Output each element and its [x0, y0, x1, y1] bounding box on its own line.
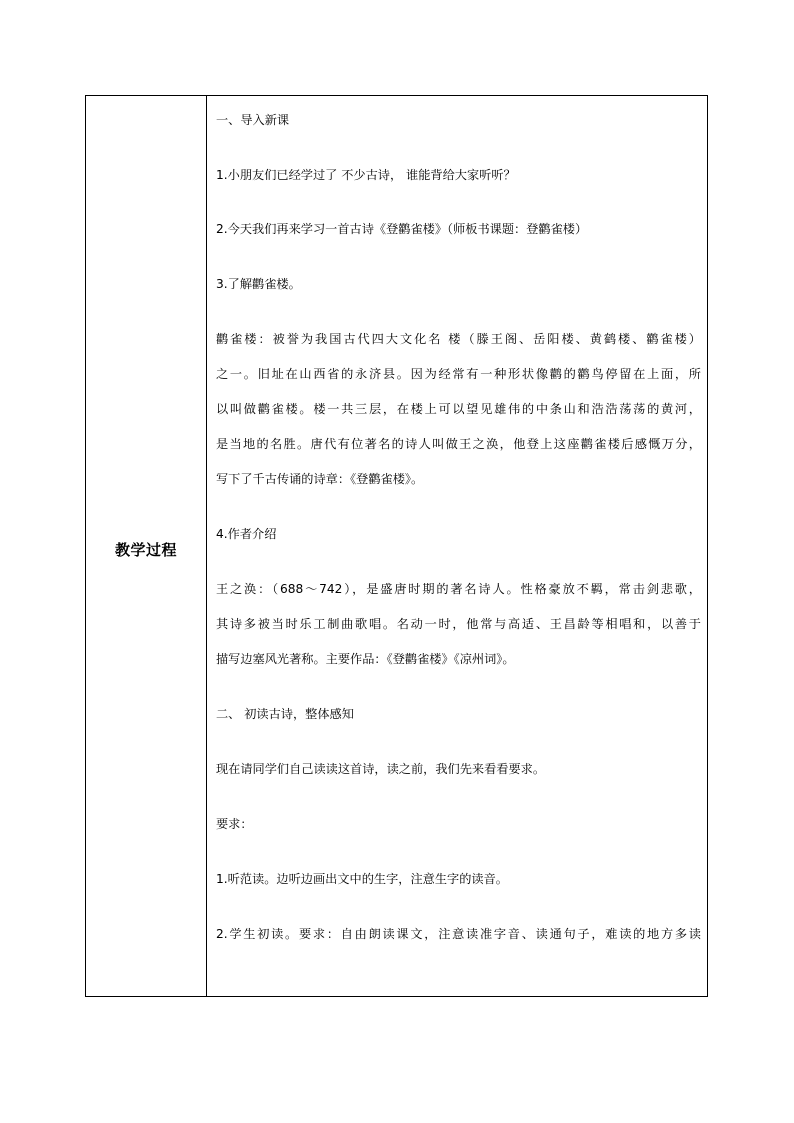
lesson-table: [85, 95, 708, 997]
text-line-tower-5: 写下了千古传诵的诗章：《登鹳雀楼》。: [216, 472, 424, 486]
content-cell: [207, 96, 707, 996]
text-line-req-1: 1.听范读。边听边画出文中的生字，注意生字的读音。: [216, 872, 508, 886]
text-line-tower-1: 鹳雀楼：被誉为我国古代四大文化名 楼（滕王阁、岳阳楼、黄鹤楼、鹳雀楼）: [216, 332, 701, 346]
text-line-tower-2: 之一。旧址在山西省的永济县。因为经常有一种形状像鹳的鹳鸟停留在上面，所: [216, 367, 701, 381]
text-line-author-2: 其诗多被当时乐工制曲歌唱。名动一时，他常与高适、王昌龄等相唱和，以善于: [216, 617, 701, 631]
section-label: 教学过程: [114, 540, 177, 559]
text-line-step-1: 1.小朋友们已经学过了 不少古诗， 谁能背给大家听听？: [216, 168, 516, 182]
text-line-tower-4: 是当地的名胜。唐代有位著名的诗人叫做王之涣，他登上这座鹳雀楼后感慨万分，: [216, 437, 701, 451]
text-line-reading-heading: 二、 初读古诗，整体感知: [216, 707, 354, 721]
text-line-step-3: 3.了解鹳雀楼。: [216, 277, 301, 291]
text-line-tower-3: 以叫做鹳雀楼。楼一共三层，在楼上可以望见雄伟的中条山和浩浩荡荡的黄河，: [216, 402, 701, 416]
text-line-reading-intro: 现在请同学们自己读读这首诗，读之前，我们先来看看要求。: [216, 762, 546, 776]
text-line-author-3: 描写边塞风光著称。主要作品：《登鹳雀楼》《凉州词》。: [216, 652, 515, 666]
text-line-author-1: 王之涣：（688～742），是盛唐时期的著名诗人。性格豪放不羁，常击剑悲歌，: [216, 582, 701, 596]
text-line-intro-heading: 一、导入新课: [216, 113, 290, 127]
text-line-step-2: 2.今天我们再来学习一首古诗《登鹳雀楼》（师板书课题：登鹳雀楼）: [216, 222, 588, 236]
text-line-requirements: 要求：: [216, 817, 253, 831]
text-line-req-2: 2.学生初读。要求：自由朗读课文，注意读准字音、读通句子，难读的地方多读: [216, 927, 701, 941]
text-line-step-4: 4.作者介绍: [216, 527, 277, 541]
label-cell: [86, 96, 207, 996]
